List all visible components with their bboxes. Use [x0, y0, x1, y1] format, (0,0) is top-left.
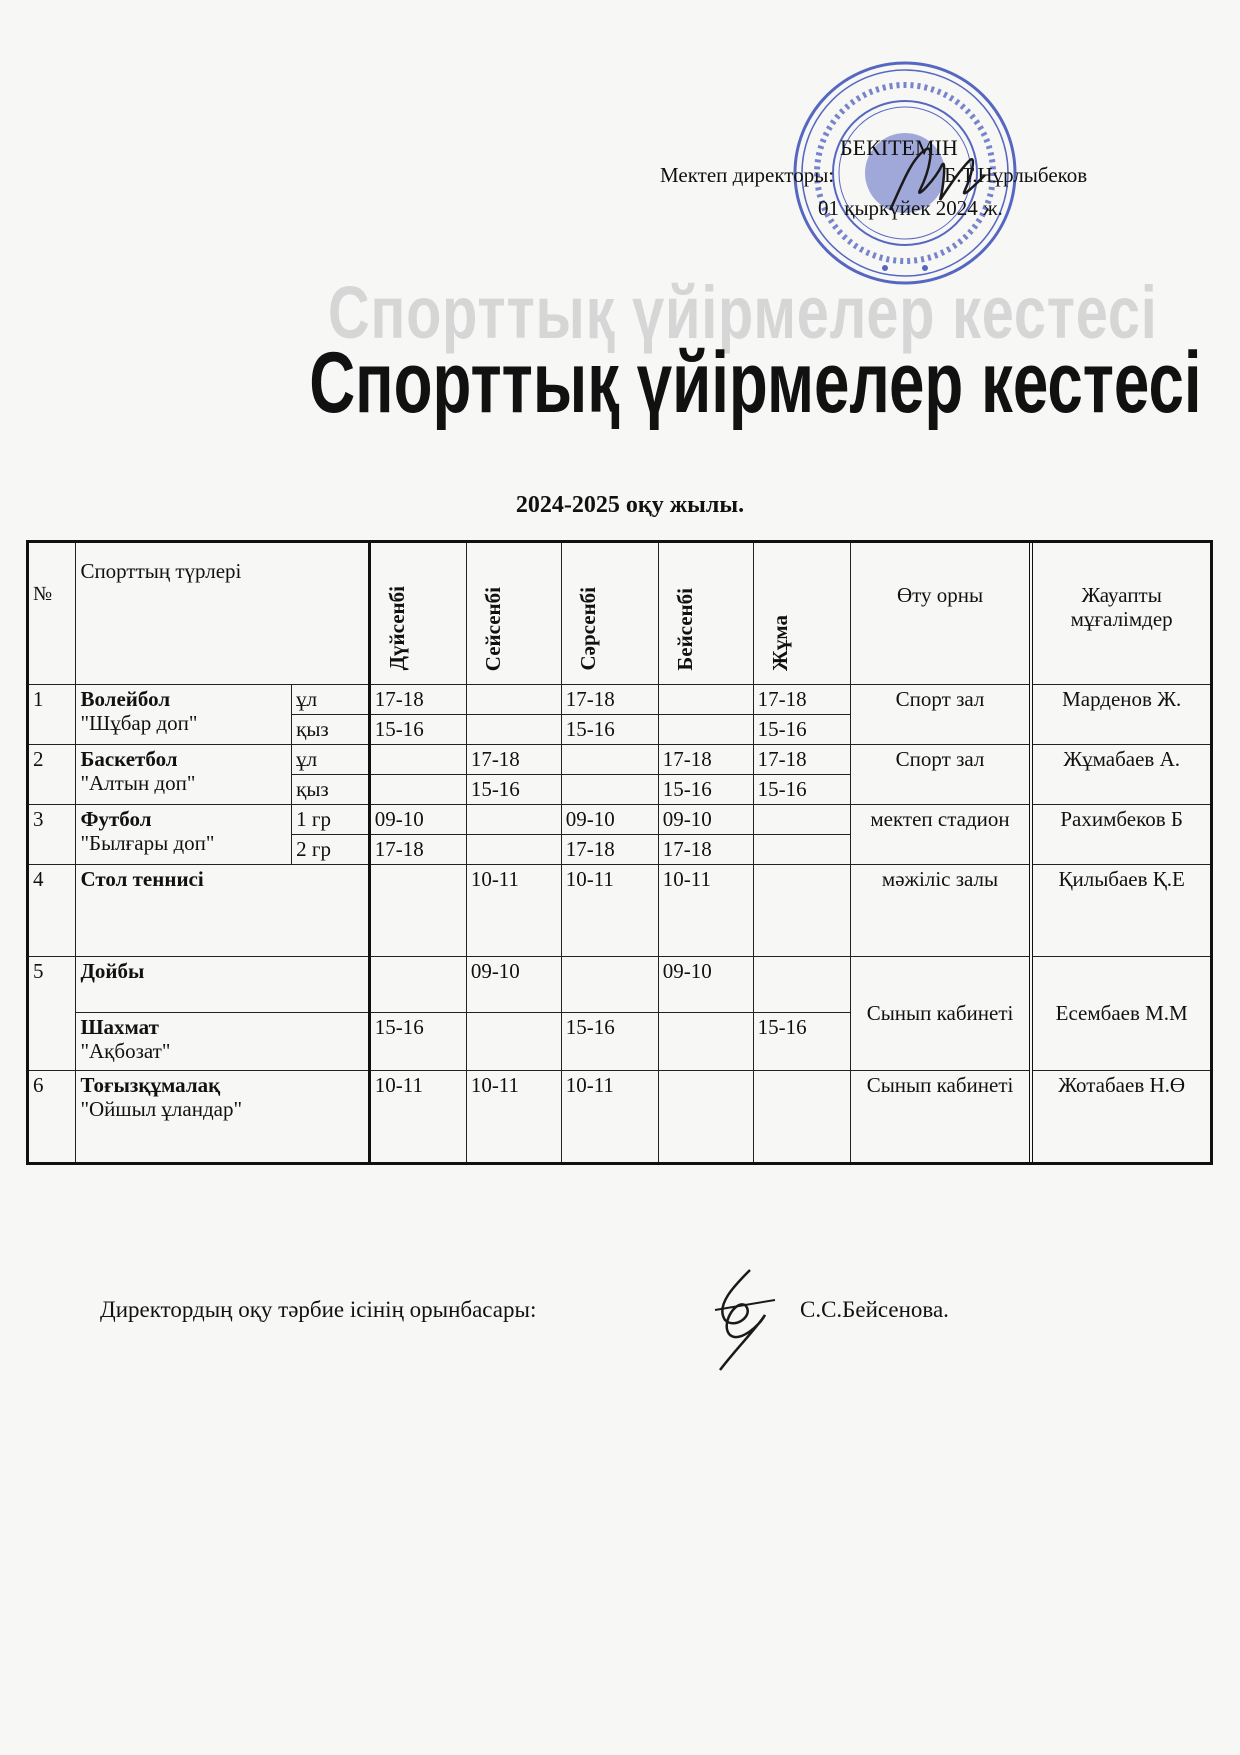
sport-name: Баскетбол — [80, 747, 178, 771]
group-label: қыз — [292, 775, 370, 805]
table-row — [29, 685, 1211, 715]
time-cell: 10-11 — [561, 1071, 658, 1163]
time-cell: 10-11 — [466, 865, 561, 957]
time-cell: 10-11 — [466, 1071, 561, 1163]
row-num: 4 — [29, 865, 76, 957]
time-cell — [561, 745, 658, 775]
time-cell — [466, 835, 561, 865]
time-cell: 10-11 — [561, 865, 658, 957]
teacher-cell: Рахимбеков Б — [1031, 805, 1210, 865]
header-day-0: Дүйсенбі — [369, 543, 466, 685]
time-cell — [753, 865, 850, 957]
club-name: "Ақбозат" — [80, 1039, 171, 1064]
sport-cell — [76, 1071, 369, 1163]
club-name: "Былғары доп" — [80, 831, 215, 856]
time-cell: 15-16 — [658, 775, 753, 805]
sport-cell — [76, 805, 292, 865]
header-sport: Спорттың түрлері — [76, 543, 369, 685]
row-num: 6 — [29, 1071, 76, 1163]
time-cell: 17-18 — [753, 745, 850, 775]
table-row — [29, 745, 1211, 775]
sport-cell — [76, 1013, 369, 1071]
director-signature — [880, 130, 990, 230]
time-cell — [658, 1071, 753, 1163]
place-cell: мектеп стадион — [850, 805, 1031, 865]
sport-name: Дойбы — [80, 959, 145, 983]
table-row — [29, 957, 1211, 1013]
row-num: 2 — [29, 745, 76, 805]
page-title: Спорттық үйірмелер кестесі — [309, 335, 1202, 431]
time-cell: 17-18 — [561, 685, 658, 715]
time-cell: 09-10 — [369, 805, 466, 835]
time-cell — [753, 1071, 850, 1163]
club-name: "Алтын доп" — [80, 771, 196, 796]
page-subtitle: 2024-2025 оқу жылы. — [515, 492, 745, 518]
group-label: ұл — [292, 685, 370, 715]
time-cell: 10-11 — [369, 1071, 466, 1163]
footer-name: С.С.Бейсенова. — [800, 1297, 949, 1322]
time-cell — [561, 775, 658, 805]
place-cell: мәжіліс залы — [850, 865, 1031, 957]
footer-role: Директордың оқу тәрбие ісінің орынбасары: — [100, 1297, 537, 1322]
time-cell — [753, 805, 850, 835]
teacher-cell: Есембаев М.М — [1031, 957, 1210, 1071]
table-row — [29, 805, 1211, 835]
time-cell — [369, 865, 466, 957]
approval-name: Б.Т.Нұрлыбеков — [944, 163, 1088, 187]
time-cell: 15-16 — [561, 1013, 658, 1071]
sport-name: Стол теннисі — [80, 867, 204, 891]
approval-position: Мектеп директоры: — [660, 163, 835, 187]
time-cell: 15-16 — [466, 775, 561, 805]
teacher-cell: Қилыбаев Қ.Е — [1031, 865, 1210, 957]
place-cell: Спорт зал — [850, 685, 1031, 745]
time-cell: 15-16 — [561, 715, 658, 745]
time-cell: 17-18 — [753, 685, 850, 715]
sport-name: Волейбол — [80, 687, 171, 711]
time-cell: 15-16 — [753, 1013, 850, 1071]
club-name: "Шұбар доп" — [80, 711, 198, 736]
group-label: ұл — [292, 745, 370, 775]
time-cell: 17-18 — [658, 835, 753, 865]
time-cell — [369, 745, 466, 775]
row-num: 3 — [29, 805, 76, 865]
time-cell — [658, 1013, 753, 1071]
header-row — [29, 543, 1211, 685]
table-row — [29, 1071, 1211, 1163]
time-cell — [466, 715, 561, 745]
teacher-cell: Жотабаев Н.Ө — [1031, 1071, 1210, 1163]
place-cell: Сынып кабинеті — [850, 957, 1031, 1071]
header-teacher: Жауапты мұғалімдер — [1031, 543, 1210, 685]
place-cell: Сынып кабинеті — [850, 1071, 1031, 1163]
time-cell: 17-18 — [561, 835, 658, 865]
time-cell — [658, 685, 753, 715]
time-cell: 09-10 — [561, 805, 658, 835]
time-cell — [369, 957, 466, 1013]
time-cell: 09-10 — [658, 957, 753, 1013]
sport-cell — [76, 745, 292, 805]
club-name: "Ойшыл ұландар" — [80, 1097, 243, 1122]
sport-cell — [76, 957, 369, 1013]
header-num: № — [29, 543, 76, 685]
sport-name: Футбол — [80, 807, 152, 831]
time-cell — [369, 775, 466, 805]
approval-label: БЕКІТЕМІН — [840, 135, 958, 160]
header-day-3: Бейсенбі — [658, 543, 753, 685]
time-cell: 15-16 — [753, 775, 850, 805]
time-cell — [753, 957, 850, 1013]
header-day-2: Сәрсенбі — [561, 543, 658, 685]
group-label: қыз — [292, 715, 370, 745]
time-cell: 17-18 — [369, 835, 466, 865]
time-cell — [466, 685, 561, 715]
time-cell: 17-18 — [466, 745, 561, 775]
header-day-1: Сейсенбі — [466, 543, 561, 685]
group-label: 1 гр — [292, 805, 370, 835]
deputy-signature — [695, 1265, 785, 1375]
time-cell — [466, 805, 561, 835]
table-row — [29, 865, 1211, 957]
time-cell: 09-10 — [466, 957, 561, 1013]
row-num: 1 — [29, 685, 76, 745]
sport-cell — [76, 685, 292, 745]
sport-cell — [76, 865, 369, 957]
row-num: 5 — [29, 957, 76, 1071]
schedule-table — [28, 542, 1211, 1163]
time-cell: 17-18 — [658, 745, 753, 775]
time-cell: 15-16 — [369, 715, 466, 745]
sport-name: Тоғызқұмалақ — [80, 1073, 221, 1097]
time-cell — [466, 1013, 561, 1071]
header-day-4: Жұма — [753, 543, 850, 685]
time-cell — [658, 715, 753, 745]
approval-signer-line — [660, 163, 1087, 188]
group-label: 2 гр — [292, 835, 370, 865]
time-cell — [753, 835, 850, 865]
approval-date: 01 қыркүйек 2024 ж. — [818, 196, 1003, 220]
sport-name: Шахмат — [80, 1015, 159, 1039]
time-cell: 15-16 — [753, 715, 850, 745]
time-cell: 10-11 — [658, 865, 753, 957]
time-cell — [561, 957, 658, 1013]
teacher-cell: Жұмабаев А. — [1031, 745, 1210, 805]
time-cell: 17-18 — [369, 685, 466, 715]
time-cell: 09-10 — [658, 805, 753, 835]
title-ghost: Спорттық үйірмелер кестесі — [328, 271, 1158, 354]
header-place: Өту орны — [850, 543, 1031, 685]
time-cell: 15-16 — [369, 1013, 466, 1071]
teacher-cell: Марденов Ж. — [1031, 685, 1210, 745]
place-cell: Спорт зал — [850, 745, 1031, 805]
